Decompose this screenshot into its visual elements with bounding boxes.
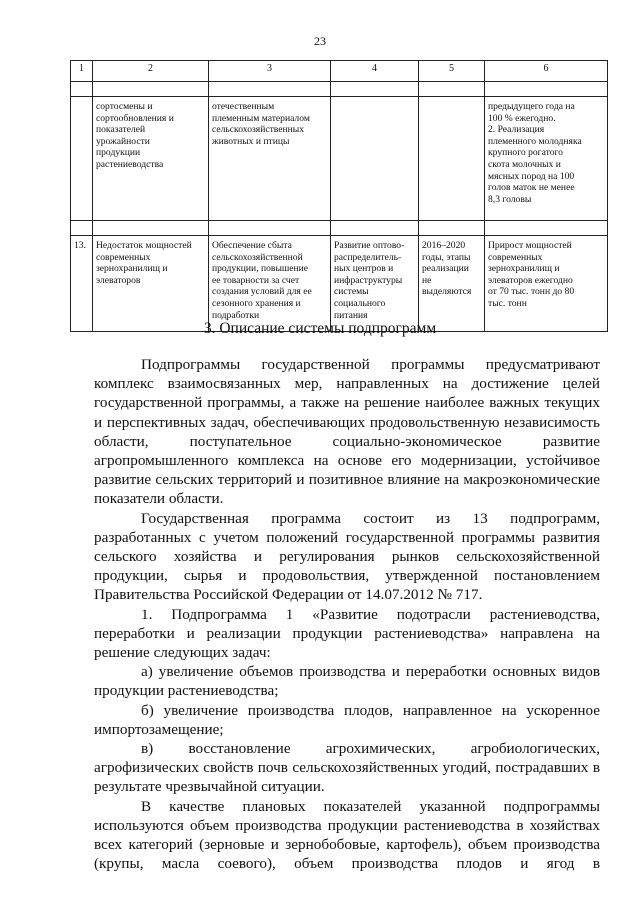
row-number-cell [71, 97, 93, 221]
paragraph: В качестве плановых показателей указанной подпрограммы используются объем производства продукции растениеводства в хозяйствах всех категорий (зерновые и зернобобовые, картофель), объем производства (крупы, масла соевого), объем производства плодов и ягод в [94, 797, 600, 873]
table-header-cell: 5 [419, 61, 485, 82]
table-header-cell: 1 [71, 61, 93, 82]
table-spacer-row [71, 221, 608, 236]
paragraph: Подпрограммы государственной программы предусматривают комплекс взаимосвязанных мер, направленных на достижение целей государственной программы, а также на решение наиболее важных текущих и перспективных задач, обеспечивающих продовольственную независимость области, поступательное социально-экономическое развитие агропромышленного комплекса на основе его модернизации, устойчивое развитие сельских территорий и позитивное влияние на макроэкономические показатели области. [94, 356, 600, 508]
table-header-row [71, 61, 608, 82]
paragraph: а) увеличение объемов производства и переработки основных видов продукции растениеводства; [94, 663, 600, 700]
section-title: 3. Описание системы подпрограмм [203, 320, 437, 337]
goal-cell: Обеспечение сбыта сельскохозяйственной продукции, повышение ее товарности за счет создания условий для ее сезонного хранения и подработки [209, 236, 331, 332]
table-header-cell: 2 [93, 61, 209, 82]
table-header-cell: 6 [485, 61, 608, 82]
result-cell: предыдущего года на 100 % ежегодно. 2. Реализация племенного молодняка крупного рогатого скота молочных и мясных пород на 100 голов маток не менее 8,3 головы [485, 97, 608, 221]
table-row [71, 236, 608, 332]
terms-cell: 2016–2020 годы, этапы реализации не выделяются [419, 236, 485, 332]
paragraph: 1. Подпрограмма 1 «Развитие подотрасли растениеводства, переработки и реализации продукции растениеводства» направлена на решение следующих задач: [94, 605, 600, 662]
measures-cell [331, 97, 419, 221]
table-row [71, 97, 608, 221]
page-number: 23 [314, 34, 326, 48]
table-header-cell: 4 [331, 61, 419, 82]
measures-cell: Развитие оптово- распределитель- ных центров и инфраструктуры системы социального питания [331, 236, 419, 332]
row-number-cell: 13. [71, 236, 93, 332]
terms-cell [419, 97, 485, 221]
paragraph: Государственная программа состоит из 13 подпрограмм, разработанных с учетом положений государственной программы развития сельского хозяйства и регулирования рынков сельскохозяйственной продукции, сырья и продовольствия, утвержденной постановлением Правительства Российской Федерации от 14.07.2012 № 717. [94, 509, 600, 604]
result-cell: Прирост мощностей современных зернохранилищ и элеваторов ежегодно от 70 тыс. тонн до 80 тыс. тонн [485, 236, 608, 332]
problem-cell: сортосмены и сортообновления и показателей урожайности продукции растениеводства [93, 97, 209, 221]
table-spacer-row [71, 82, 608, 97]
paragraph: б) увеличение производства плодов, направленное на ускоренное импортозамещение; [94, 701, 600, 738]
problem-cell: Недостаток мощностей современных зернохранилищ и элеваторов [93, 236, 209, 332]
paragraph: в) восстановление агрохимических, агробиологических, агрофизических свойств почв сельскохозяйственных угодий, пострадавших в результате чрезвычайной ситуации. [94, 740, 600, 796]
table-header-cell: 3 [209, 61, 331, 82]
goal-cell: отечественным племенным материалом сельскохозяйственных животных и птицы [209, 97, 331, 221]
measures-table [70, 60, 608, 332]
body-text [94, 355, 600, 873]
